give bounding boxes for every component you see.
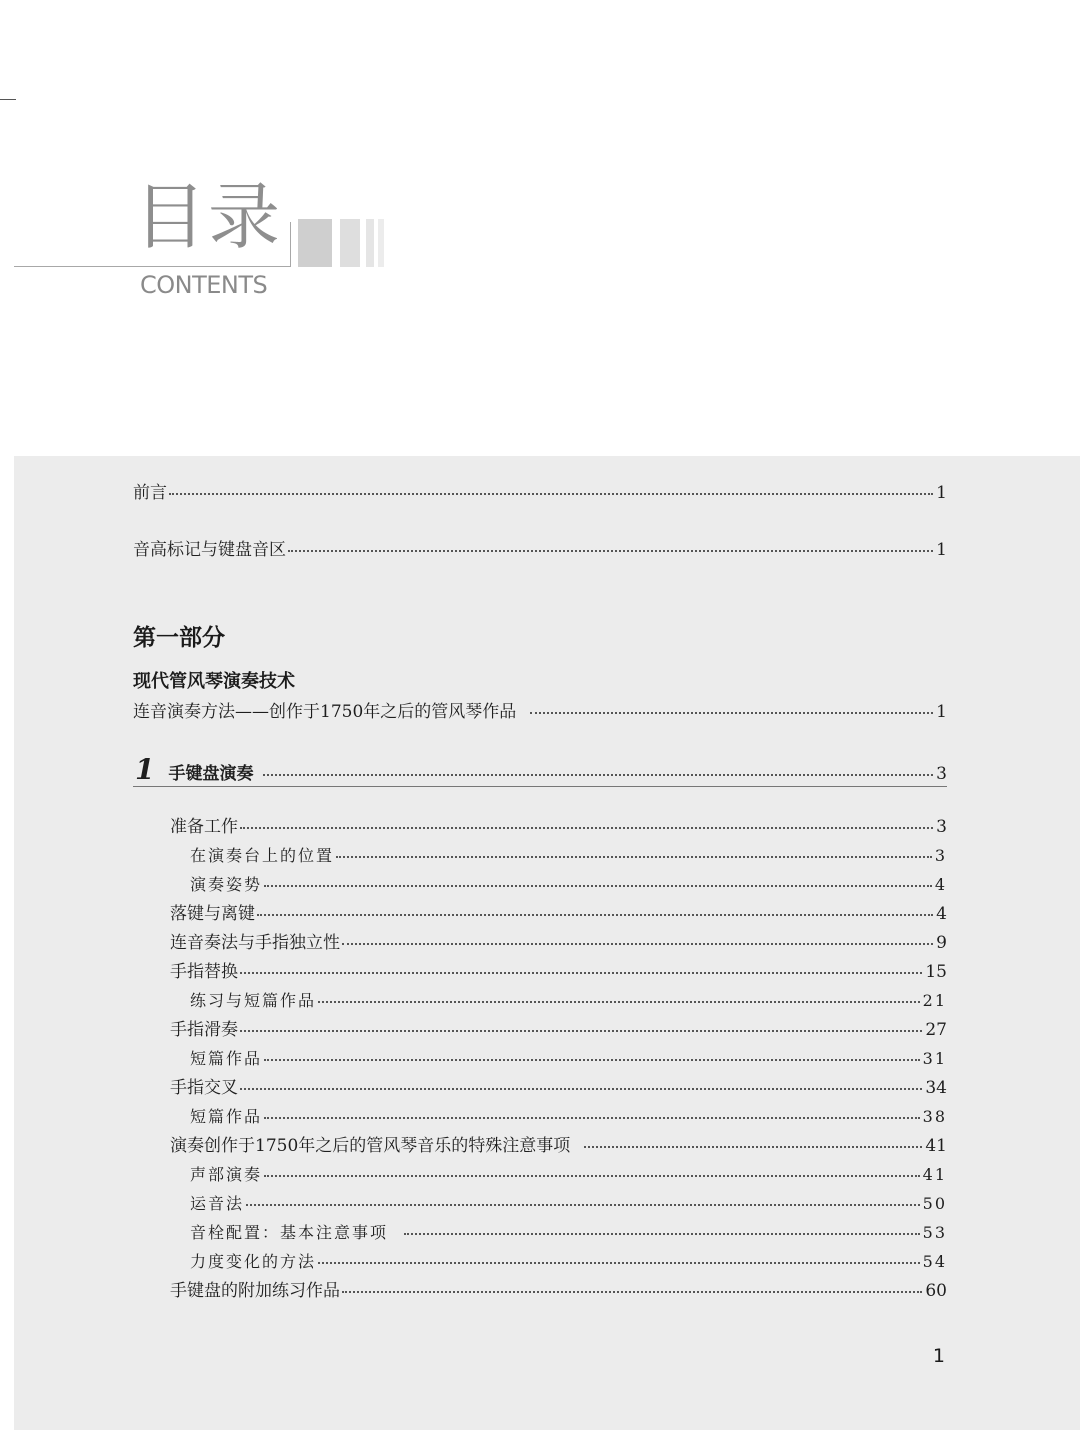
toc-entry[interactable]	[170, 1283, 947, 1300]
decorative-bar	[378, 219, 384, 267]
chapter-rule	[133, 786, 947, 787]
toc-entry-page: 27	[925, 1020, 947, 1040]
toc-entry-label: 力度变化的方法	[190, 1252, 317, 1271]
toc-subentry[interactable]	[190, 1196, 947, 1212]
toc-entry-label: 落键与离键	[170, 904, 255, 924]
toc-entry-preface[interactable]	[133, 485, 947, 502]
toc-entry-label: 手指交叉	[170, 1078, 238, 1098]
toc-entry-label: 连音奏法与手指独立性	[170, 933, 340, 953]
toc-panel	[14, 456, 1080, 1430]
toc-entry-label: 准备工作	[170, 817, 238, 837]
toc-entry-page: 54	[922, 1252, 947, 1271]
toc-entry-label: 运音法	[190, 1194, 245, 1213]
toc-entry-page: 38	[922, 1107, 947, 1126]
dot-leader	[169, 492, 933, 495]
toc-entry-page: 34	[925, 1078, 947, 1098]
dot-leader	[257, 913, 933, 916]
toc-subentry[interactable]	[190, 993, 947, 1009]
toc-entry-page: 21	[922, 991, 947, 1010]
toc-entry-page: 31	[922, 1049, 947, 1068]
part-label: 第一部分	[133, 624, 225, 651]
dot-leader	[264, 1058, 920, 1061]
header-divider	[290, 222, 291, 267]
dot-leader	[240, 1087, 922, 1090]
toc-entry[interactable]	[170, 906, 947, 923]
toc-entry-label: 连音演奏方法——创作于1750年之后的管风琴作品	[133, 702, 517, 722]
dot-leader	[264, 1174, 920, 1177]
dot-leader	[584, 1145, 922, 1148]
toc-subentry[interactable]	[190, 848, 947, 864]
toc-entry[interactable]	[170, 1080, 947, 1097]
decorative-bar	[366, 219, 374, 267]
toc-entry-label: 演奏姿势	[190, 875, 263, 894]
toc-subentry[interactable]	[190, 877, 947, 893]
chapter-heading[interactable]	[133, 753, 947, 786]
toc-entry[interactable]	[170, 1022, 947, 1039]
part-subtitle: 现代管风琴演奏技术	[133, 671, 295, 692]
contents-subtitle: CONTENTS	[140, 271, 268, 299]
toc-entry-page: 4	[936, 904, 947, 924]
toc-entry-page: 41	[922, 1165, 947, 1184]
chapter-title: 手键盘演奏	[168, 764, 254, 784]
toc-entry-page: 1	[936, 540, 947, 560]
decorative-bar	[298, 219, 332, 267]
toc-entry-page: 9	[936, 933, 947, 953]
toc-entry-page: 4	[934, 875, 947, 894]
toc-entry-label: 声部演奏	[190, 1165, 263, 1184]
toc-entry-label: 短篇作品	[190, 1049, 263, 1068]
toc-entry-page: 3	[934, 846, 947, 865]
toc-entry-page: 1	[936, 702, 947, 722]
dot-leader	[288, 549, 933, 552]
dot-leader	[240, 971, 922, 974]
toc-entry-page: 41	[925, 1136, 947, 1156]
dot-leader	[342, 942, 933, 945]
dot-leader	[318, 1261, 920, 1264]
header-rule	[14, 266, 290, 267]
toc-entry-label: 在演奏台上的位置	[190, 846, 335, 865]
toc-entry-pitch-notation[interactable]	[133, 542, 947, 559]
page-number: 1	[932, 1345, 945, 1367]
toc-entry-label: 音高标记与键盘音区	[133, 540, 286, 560]
toc-entry-page: 3	[936, 817, 947, 837]
toc-entry-label: 演奏创作于1750年之后的管风琴音乐的特殊注意事项	[170, 1136, 571, 1156]
toc-entry-page: 53	[922, 1223, 947, 1242]
contents-title: 目录	[134, 175, 283, 259]
toc-entry-page: 15	[925, 962, 947, 982]
chapter-page: 3	[936, 764, 947, 784]
toc-entry-label: 短篇作品	[190, 1107, 263, 1126]
toc-entry-label: 手指滑奏	[170, 1020, 238, 1040]
toc-entry[interactable]	[170, 935, 947, 952]
toc-subentry[interactable]	[190, 1225, 947, 1241]
toc-entry-label: 练习与短篇作品	[190, 991, 317, 1010]
toc-entry-label: 手键盘的附加练习作品	[170, 1281, 340, 1301]
toc-entry[interactable]	[170, 819, 947, 836]
toc-subentry[interactable]	[190, 1167, 947, 1183]
dot-leader	[264, 1116, 920, 1119]
page-edge-mark	[0, 99, 16, 100]
dot-leader	[318, 1000, 920, 1003]
toc-entry-page: 1	[936, 483, 947, 503]
dot-leader	[404, 1232, 920, 1235]
toc-subentry[interactable]	[190, 1109, 947, 1125]
toc-entry-part-intro[interactable]	[133, 704, 947, 721]
toc-entry[interactable]	[170, 964, 947, 981]
toc-entry-label: 前言	[133, 483, 167, 503]
dot-leader	[530, 711, 933, 714]
dot-leader	[240, 826, 933, 829]
toc-entry-label: 音栓配置：基本注意事项	[190, 1223, 389, 1242]
chapter-number: 1	[135, 753, 155, 786]
dot-leader	[336, 855, 932, 858]
dot-leader	[240, 1029, 922, 1032]
dot-leader	[263, 773, 933, 776]
toc-entry-page: 60	[925, 1281, 947, 1301]
dot-leader	[246, 1203, 920, 1206]
toc-entry-label: 手指替换	[170, 962, 238, 982]
toc-entry-page: 50	[922, 1194, 947, 1213]
dot-leader	[342, 1290, 922, 1293]
decorative-bar	[340, 219, 360, 267]
toc-subentry[interactable]	[190, 1051, 947, 1067]
toc-entry[interactable]	[170, 1138, 947, 1155]
dot-leader	[264, 884, 932, 887]
toc-subentry[interactable]	[190, 1254, 947, 1270]
